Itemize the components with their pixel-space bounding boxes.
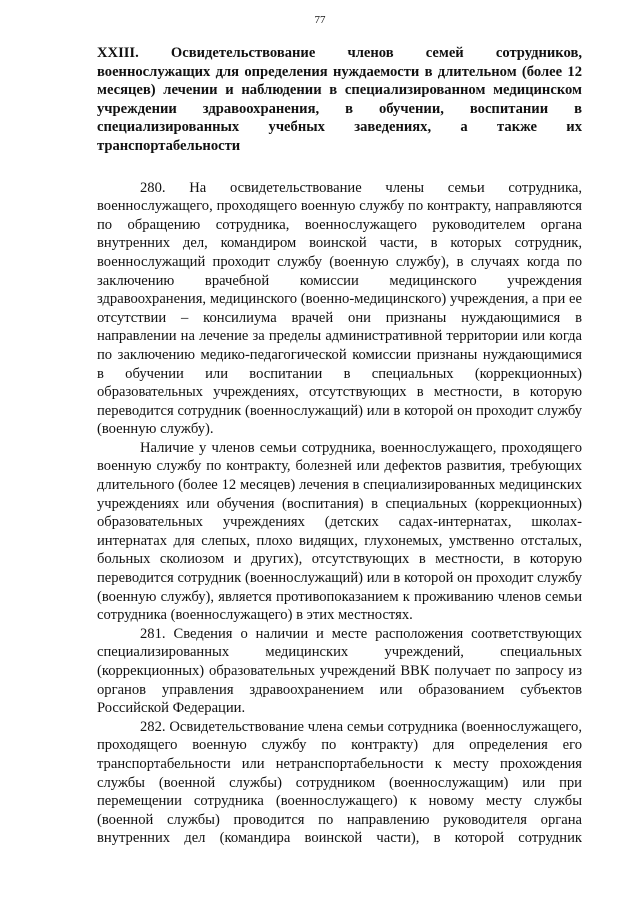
- section-heading: XXIII. Освидетельствование членов семей сотрудников, военнослужащих для определения нуждаемости в длительном (более 12 месяцев) лечении и наблюдении в специализированном медицинском учреждении здравоохранения, в обучении, воспитании в специализированных учебных заведениях, а также их транспортабельности: [97, 45, 582, 154]
- paragraph-280: 280. На освидетельствование члены семьи сотрудника, военнослужащего, проходящего военную службу по контракту, направляются по обращению сотрудника, военнослужащего руководителем органа внутренних дел, командиром воинской части, в которых сотрудник, военнослужащий проходит службу (военную службу), в случаях когда по заключению врачебной комиссии медицинского учреждения здравоохранения, медицинского (военно-медицинского) учреждения, а при ее отсутствии – консилиума врачей они признаны нуждающимися в направлении на лечение за пределы административной территории или когда по заключению медико-педагогической комиссии признаны нуждающимися в обучении или воспитании в специальных (коррекционных) образовательных учреждениях, отсутствующих в местности, в которую переводится сотрудник (военнослужащий) или в которой он проходит службу (военную службу).: [97, 179, 582, 438]
- paragraph-281: 281. Сведения о наличии и месте расположения соответствующих специализированных медицинских учреждений, специальных (коррекционных) образовательных учреждений ВВК получает по запросу из органов управления здравоохранением или образованием субъектов Российской Федерации.: [97, 625, 582, 717]
- page-number: 77: [314, 14, 326, 26]
- paragraph-280-continuation: Наличие у членов семьи сотрудника, военнослужащего, проходящего военную службу по контракту, болезней или дефектов развития, требующих длительного (более 12 месяцев) лечения в специализированных медицинских учреждениях или обучения (воспитания) в специальных (коррекционных) образовательных учреждениях (детских садах-интернатах, школах-интернатах для слепых, плохо видящих, глухонемых, умственно отсталых, больных сколиозом и других), отсутствующих в местности, в которую переводится сотрудник (военнослужащий) или в которой он проходит службу (военную службу), является противопоказанием к проживанию членов семьи сотрудника (военнослужащего) в этих местностях.: [97, 439, 582, 624]
- paragraph-282: 282. Освидетельствование члена семьи сотрудника (военнослужащего, проходящего военную службу по контракту) для определения его транспортабельности или нетранспортабельности к месту прохождения службы (военной службы) сотрудником (военнослужащим) или при перемещении сотрудника (военнослужащего) к новому месту службы (военной службы) проводится по направлению руководителя органа внутренних дел (командира воинской части), в которой сотрудник: [97, 718, 582, 847]
- document-body: [97, 44, 582, 848]
